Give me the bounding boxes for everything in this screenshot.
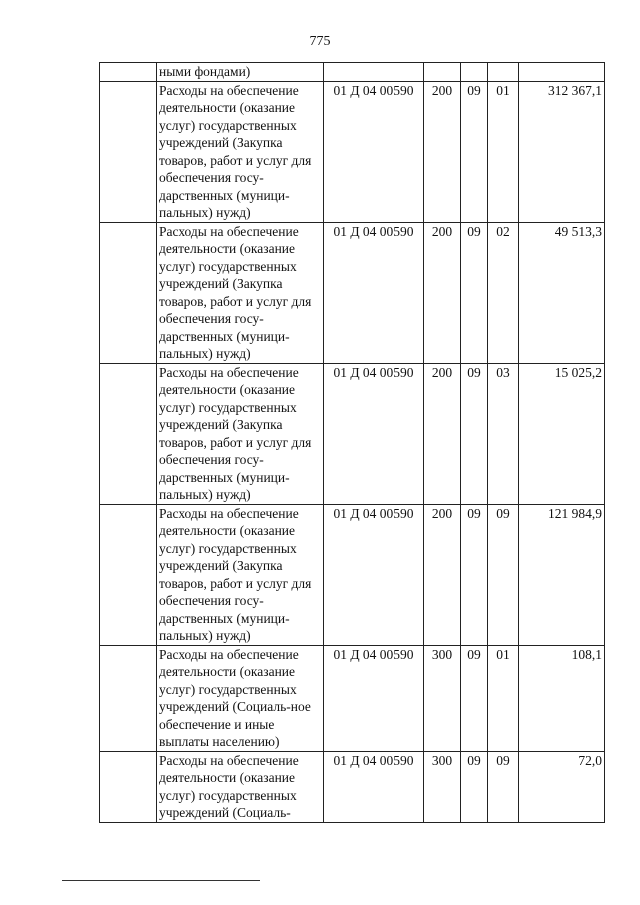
table-row xyxy=(100,63,605,82)
section-cell: 09 xyxy=(461,645,488,751)
table-row xyxy=(100,363,605,504)
table-row xyxy=(100,222,605,363)
amount-cell: 72,0 xyxy=(519,751,605,822)
subsection-cell: 09 xyxy=(488,504,519,645)
footnote-rule xyxy=(62,880,260,881)
expense-type-cell: 200 xyxy=(424,504,461,645)
target-article-cell: 01 Д 04 00590 xyxy=(324,751,424,822)
empty-cell xyxy=(100,504,157,645)
expense-name-cell: Расходы на обеспечение деятельности (оказание услуг) государственных учреждений (Социаль-ное обеспечение и иные выплаты населению) xyxy=(157,645,324,751)
subsection-cell: 01 xyxy=(488,81,519,222)
table-row xyxy=(100,751,605,822)
subsection-cell: 02 xyxy=(488,222,519,363)
table-row xyxy=(100,645,605,751)
target-article-cell: 01 Д 04 00590 xyxy=(324,645,424,751)
expense-type-cell: 200 xyxy=(424,81,461,222)
empty-cell xyxy=(100,222,157,363)
table-row xyxy=(100,504,605,645)
expense-name-cell: Расходы на обеспечение деятельности (оказание услуг) государственных учреждений (Закупка товаров, работ и услуг для обеспечения госу-дарственных (муници-пальных) нужд) xyxy=(157,363,324,504)
section-cell: 09 xyxy=(461,222,488,363)
page-number: 775 xyxy=(309,34,331,49)
expense-type-cell: 200 xyxy=(424,363,461,504)
target-article-cell: 01 Д 04 00590 xyxy=(324,363,424,504)
target-article-cell: 01 Д 04 00590 xyxy=(324,504,424,645)
section-cell: 09 xyxy=(461,504,488,645)
amount-cell xyxy=(519,63,605,82)
empty-cell xyxy=(100,81,157,222)
subsection-cell: 01 xyxy=(488,645,519,751)
target-article-cell: 01 Д 04 00590 xyxy=(324,222,424,363)
amount-cell: 49 513,3 xyxy=(519,222,605,363)
amount-cell: 121 984,9 xyxy=(519,504,605,645)
expense-name-cell: ными фондами) xyxy=(157,63,324,82)
subsection-cell xyxy=(488,63,519,82)
expense-name-cell: Расходы на обеспечение деятельности (оказание услуг) государственных учреждений (Закупка товаров, работ и услуг для обеспечения госу-дарственных (муници-пальных) нужд) xyxy=(157,222,324,363)
table-row xyxy=(100,81,605,222)
amount-cell: 15 025,2 xyxy=(519,363,605,504)
subsection-cell: 03 xyxy=(488,363,519,504)
expense-type-cell: 200 xyxy=(424,222,461,363)
subsection-cell: 09 xyxy=(488,751,519,822)
amount-cell: 312 367,1 xyxy=(519,81,605,222)
empty-cell xyxy=(100,645,157,751)
empty-cell xyxy=(100,63,157,82)
section-cell: 09 xyxy=(461,81,488,222)
expense-type-cell: 300 xyxy=(424,645,461,751)
expense-name-cell: Расходы на обеспечение деятельности (оказание услуг) государственных учреждений (Закупка товаров, работ и услуг для обеспечения госу-дарственных (муници-пальных) нужд) xyxy=(157,504,324,645)
expense-type-cell xyxy=(424,63,461,82)
section-cell: 09 xyxy=(461,751,488,822)
empty-cell xyxy=(100,751,157,822)
target-article-cell xyxy=(324,63,424,82)
target-article-cell: 01 Д 04 00590 xyxy=(324,81,424,222)
budget-table xyxy=(99,62,605,823)
amount-cell: 108,1 xyxy=(519,645,605,751)
expense-name-cell: Расходы на обеспечение деятельности (оказание услуг) государственных учреждений (Закупка товаров, работ и услуг для обеспечения госу-дарственных (муници-пальных) нужд) xyxy=(157,81,324,222)
section-cell: 09 xyxy=(461,363,488,504)
section-cell xyxy=(461,63,488,82)
expense-type-cell: 300 xyxy=(424,751,461,822)
expense-name-cell: Расходы на обеспечение деятельности (оказание услуг) государственных учреждений (Социаль- xyxy=(157,751,324,822)
empty-cell xyxy=(100,363,157,504)
